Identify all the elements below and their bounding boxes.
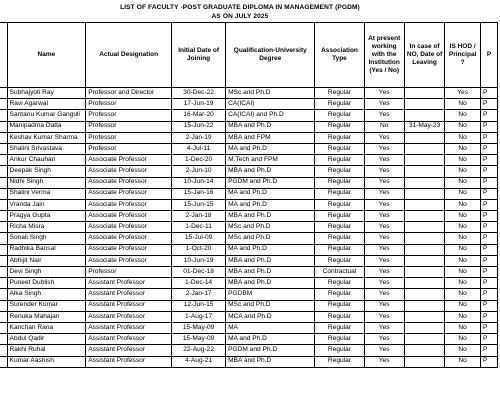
cell-leaving: 31-May-23: [404, 121, 444, 132]
table-row: [0, 322, 498, 333]
cell-doj: 15-May-09: [172, 334, 226, 345]
cell-doj: 2-Jan-19: [172, 132, 226, 143]
cell-working: Yes: [364, 143, 404, 154]
cell-qualification: MA and Ph.D: [226, 143, 315, 154]
cell-name: Subhajyoti Ray: [7, 88, 86, 99]
cell-name: Sonali Singh: [7, 233, 86, 244]
cell-leaving: [404, 233, 444, 244]
cell-designation: Assistant Professor: [86, 289, 172, 300]
cell-sno: [0, 199, 7, 210]
cell-designation: Associate Professor: [86, 211, 172, 222]
cell-doj: 10-Jun-14: [172, 177, 226, 188]
cell-leaving: [404, 88, 444, 99]
cell-leaving: [404, 278, 444, 289]
cell-working: No: [364, 121, 404, 132]
cell-leaving: [404, 356, 444, 367]
cell-leaving: [404, 166, 444, 177]
cell-association: Regular: [315, 132, 364, 143]
cell-doj: 2-Jun-10: [172, 166, 226, 177]
cell-qualification: PGDM and Ph.D: [226, 345, 315, 356]
cell-association: Regular: [315, 255, 364, 266]
cell-leaving: [404, 255, 444, 266]
cell-qualification: MBA and FPM: [226, 132, 315, 143]
cell-designation: Assistant Professor: [86, 311, 172, 322]
cell-doj: 10-Jun-19: [172, 255, 226, 266]
table-row: [0, 121, 498, 132]
cell-association: Regular: [315, 244, 364, 255]
cell-name: Shalini Srivastava: [7, 143, 86, 154]
cell-last: P: [480, 300, 497, 311]
cell-leaving: [404, 155, 444, 166]
cell-sno: [0, 278, 7, 289]
cell-sno: [0, 322, 7, 333]
cell-name: Kanchan Rana: [7, 322, 86, 333]
cell-sno: [0, 233, 7, 244]
cell-working: Yes: [364, 311, 404, 322]
cell-working: Yes: [364, 334, 404, 345]
cell-hod: No: [445, 334, 481, 345]
cell-last: P: [480, 311, 497, 322]
cell-association: Regular: [315, 311, 364, 322]
cell-sno: [0, 121, 7, 132]
cell-hod: No: [445, 222, 481, 233]
cell-hod: No: [445, 99, 481, 110]
cell-doj: 15-Jul-09: [172, 233, 226, 244]
cell-association: Regular: [315, 222, 364, 233]
cell-last: P: [480, 132, 497, 143]
cell-last: P: [480, 267, 497, 278]
col-header-sno: [0, 23, 7, 88]
table-row: [0, 311, 498, 322]
cell-designation: Associate Professor: [86, 244, 172, 255]
cell-hod: No: [445, 233, 481, 244]
cell-qualification: MBA and Ph.D: [226, 166, 315, 177]
cell-qualification: MCA and Ph.D: [226, 311, 315, 322]
table-row: [0, 278, 498, 289]
cell-leaving: [404, 110, 444, 121]
cell-working: Yes: [364, 278, 404, 289]
cell-working: Yes: [364, 199, 404, 210]
cell-hod: No: [445, 289, 481, 300]
table-row: [0, 88, 498, 99]
cell-doj: 12-Jun-15: [172, 300, 226, 311]
cell-designation: Associate Professor: [86, 199, 172, 210]
cell-association: Regular: [315, 300, 364, 311]
cell-qualification: MSc and Ph.D: [226, 222, 315, 233]
cell-last: P: [480, 244, 497, 255]
cell-sno: [0, 222, 7, 233]
cell-sno: [0, 334, 7, 345]
cell-name: Vranda Jain: [7, 199, 86, 210]
cell-last: P: [480, 289, 497, 300]
cell-working: Yes: [364, 188, 404, 199]
cell-leaving: [404, 244, 444, 255]
cell-designation: Associate Professor: [86, 188, 172, 199]
cell-leaving: [404, 345, 444, 356]
cell-last: P: [480, 233, 497, 244]
cell-qualification: MA and Ph.D: [226, 244, 315, 255]
table-row: [0, 132, 498, 143]
cell-doj: 4-Jul-11: [172, 143, 226, 154]
cell-working: Yes: [364, 267, 404, 278]
cell-name: Alka Singh: [7, 289, 86, 300]
cell-hod: No: [445, 345, 481, 356]
cell-hod: No: [445, 155, 481, 166]
cell-sno: [0, 300, 7, 311]
cell-sno: [0, 110, 7, 121]
cell-last: P: [480, 356, 497, 367]
cell-qualification: MA and Ph.D: [226, 188, 315, 199]
table-row: [0, 222, 498, 233]
cell-last: P: [480, 255, 497, 266]
cell-leaving: [404, 132, 444, 143]
cell-sno: [0, 177, 7, 188]
table-row: [0, 177, 498, 188]
col-header-doj: Initial Date of Joining: [172, 23, 226, 88]
table-body: [0, 88, 498, 368]
cell-leaving: [404, 311, 444, 322]
col-header-working: At present working with the Institution (Yes / No): [364, 23, 404, 88]
cell-sno: [0, 132, 7, 143]
cell-hod: No: [445, 356, 481, 367]
cell-sno: [0, 166, 7, 177]
cell-name: Radhika Bansal: [7, 244, 86, 255]
cell-last: P: [480, 99, 497, 110]
cell-hod: No: [445, 267, 481, 278]
cell-sno: [0, 88, 7, 99]
table-row: [0, 244, 498, 255]
col-header-association: Association Type: [315, 23, 364, 88]
cell-doj: 1-Aug-17: [172, 311, 226, 322]
cell-doj: 15-Jun-22: [172, 121, 226, 132]
cell-name: Abdul Qadir: [7, 334, 86, 345]
table-row: [0, 188, 498, 199]
cell-working: Yes: [364, 110, 404, 121]
document-subtitle: AS ON JULY 2025: [211, 13, 269, 20]
cell-last: P: [480, 121, 497, 132]
col-header-hod: IS HOD / Principal ?: [445, 23, 481, 88]
cell-working: Yes: [364, 155, 404, 166]
cell-hod: No: [445, 255, 481, 266]
cell-designation: Professor: [86, 132, 172, 143]
cell-sno: [0, 143, 7, 154]
cell-designation: Assistant Professor: [86, 345, 172, 356]
cell-association: Regular: [315, 289, 364, 300]
cell-sno: [0, 255, 7, 266]
cell-name: Rakhi Ruhal: [7, 345, 86, 356]
cell-working: Yes: [364, 289, 404, 300]
cell-association: Regular: [315, 345, 364, 356]
cell-name: Shalini Verma: [7, 188, 86, 199]
cell-association: Regular: [315, 334, 364, 345]
cell-last: P: [480, 334, 497, 345]
cell-hod: No: [445, 278, 481, 289]
cell-name: Santanu Kumar Ganguli: [7, 110, 86, 121]
col-header-last: P: [480, 23, 497, 88]
cell-qualification: PGDBM: [226, 289, 315, 300]
table-row: [0, 300, 498, 311]
cell-name: Devi Singh: [7, 267, 86, 278]
cell-working: Yes: [364, 211, 404, 222]
cell-hod: No: [445, 177, 481, 188]
table-row: [0, 255, 498, 266]
cell-working: Yes: [364, 222, 404, 233]
cell-qualification: CA(ICAI) and Ph.D: [226, 110, 315, 121]
cell-working: Yes: [364, 233, 404, 244]
cell-working: Yes: [364, 356, 404, 367]
cell-doj: 1-Dec-14: [172, 278, 226, 289]
cell-hod: No: [445, 244, 481, 255]
cell-last: P: [480, 211, 497, 222]
cell-doj: 1-Oct-20: [172, 244, 226, 255]
cell-designation: Assistant Professor: [86, 334, 172, 345]
cell-association: Regular: [315, 121, 364, 132]
cell-sno: [0, 311, 7, 322]
col-header-leaving: In case of NO, Date of Leaving: [404, 23, 444, 88]
table-row: [0, 289, 498, 300]
cell-name: Ravi Agarwal: [7, 99, 86, 110]
cell-designation: Professor: [86, 110, 172, 121]
cell-leaving: [404, 199, 444, 210]
cell-designation: Associate Professor: [86, 177, 172, 188]
cell-qualification: MSc and Ph.D: [226, 233, 315, 244]
cell-sno: [0, 188, 7, 199]
cell-hod: No: [445, 311, 481, 322]
table-row: [0, 166, 498, 177]
cell-sno: [0, 289, 7, 300]
cell-last: P: [480, 110, 497, 121]
cell-name: Surender Kumar: [7, 300, 86, 311]
cell-doj: 1-Dec-11: [172, 222, 226, 233]
cell-hod: No: [445, 188, 481, 199]
cell-leaving: [404, 143, 444, 154]
table-row: [0, 345, 498, 356]
table-row: [0, 211, 498, 222]
col-header-qualification: Qualification-University Degree: [226, 23, 315, 88]
cell-association: Regular: [315, 322, 364, 333]
cell-hod: No: [445, 322, 481, 333]
cell-last: P: [480, 222, 497, 233]
cell-last: P: [480, 155, 497, 166]
cell-doj: 30-Dec-22: [172, 88, 226, 99]
cell-name: Deepak Singh: [7, 166, 86, 177]
cell-hod: No: [445, 300, 481, 311]
table-header-row: [0, 23, 498, 88]
cell-association: Regular: [315, 278, 364, 289]
cell-association: Regular: [315, 166, 364, 177]
cell-association: Regular: [315, 177, 364, 188]
cell-name: Kumar Aashish: [7, 356, 86, 367]
cell-association: Regular: [315, 199, 364, 210]
cell-qualification: CA(ICAI): [226, 99, 315, 110]
cell-doj: 16-Mar-20: [172, 110, 226, 121]
cell-doj: 4-Aug-21: [172, 356, 226, 367]
cell-working: Yes: [364, 166, 404, 177]
cell-designation: Professor: [86, 267, 172, 278]
cell-doj: 1-Dec-20: [172, 155, 226, 166]
cell-leaving: [404, 334, 444, 345]
cell-association: Regular: [315, 188, 364, 199]
cell-last: P: [480, 166, 497, 177]
cell-association: Regular: [315, 110, 364, 121]
cell-designation: Associate Professor: [86, 166, 172, 177]
cell-leaving: [404, 177, 444, 188]
document-title: LIST OF FACULTY -POST GRADUATE DIPLOMA IN MANAGEMENT (PGDM): [120, 4, 360, 11]
col-header-name: Name: [7, 23, 86, 88]
cell-qualification: MA and Ph.D: [226, 334, 315, 345]
cell-hod: No: [445, 166, 481, 177]
cell-leaving: [404, 289, 444, 300]
cell-designation: Professor: [86, 121, 172, 132]
cell-name: Renuka Mahajan: [7, 311, 86, 322]
cell-hod: No: [445, 110, 481, 121]
cell-last: P: [480, 188, 497, 199]
faculty-table: [0, 22, 498, 368]
cell-qualification: MSc and Ph.D: [226, 300, 315, 311]
cell-association: Regular: [315, 99, 364, 110]
cell-doj: 22-Aug-22: [172, 345, 226, 356]
cell-qualification: MBA and Ph.D: [226, 211, 315, 222]
cell-name: Keshav Kumar Sharma: [7, 132, 86, 143]
cell-last: P: [480, 322, 497, 333]
cell-qualification: PGDM and Ph.D: [226, 177, 315, 188]
cell-working: Yes: [364, 132, 404, 143]
cell-last: P: [480, 177, 497, 188]
cell-qualification: MBA and Ph.D: [226, 255, 315, 266]
table-row: [0, 155, 498, 166]
cell-name: Manipadma Datta: [7, 121, 86, 132]
cell-name: Pragya Gupta: [7, 211, 86, 222]
cell-name: Ankur Chauhan: [7, 155, 86, 166]
cell-working: Yes: [364, 177, 404, 188]
cell-sno: [0, 211, 7, 222]
cell-doj: 15-Jan-16: [172, 188, 226, 199]
cell-designation: Associate Professor: [86, 222, 172, 233]
cell-leaving: [404, 211, 444, 222]
cell-association: Regular: [315, 356, 364, 367]
table-row: [0, 110, 498, 121]
cell-name: Puneet Dublish: [7, 278, 86, 289]
cell-working: Yes: [364, 322, 404, 333]
cell-designation: Professor and Director: [86, 88, 172, 99]
cell-designation: Assistant Professor: [86, 300, 172, 311]
cell-association: Regular: [315, 155, 364, 166]
cell-doj: 15-May-09: [172, 322, 226, 333]
cell-leaving: [404, 300, 444, 311]
cell-sno: [0, 267, 7, 278]
cell-last: P: [480, 278, 497, 289]
cell-last: P: [480, 143, 497, 154]
cell-hod: No: [445, 132, 481, 143]
cell-doj: 2-Jan-17: [172, 289, 226, 300]
cell-qualification: MBA and Ph.D: [226, 121, 315, 132]
cell-designation: Professor: [86, 143, 172, 154]
cell-hod: No: [445, 143, 481, 154]
cell-last: P: [480, 88, 497, 99]
cell-qualification: MBA and Ph.D: [226, 356, 315, 367]
cell-sno: [0, 244, 7, 255]
table-row: [0, 99, 498, 110]
cell-hod: No: [445, 199, 481, 210]
cell-association: Regular: [315, 143, 364, 154]
cell-designation: Associate Professor: [86, 155, 172, 166]
cell-association: Regular: [315, 211, 364, 222]
cell-qualification: MSc and Ph.D: [226, 88, 315, 99]
cell-name: Richa Misra: [7, 222, 86, 233]
cell-doj: 17-Jun-19: [172, 99, 226, 110]
table-row: [0, 356, 498, 367]
cell-qualification: MA and Ph.D: [226, 199, 315, 210]
cell-sno: [0, 356, 7, 367]
table-row: [0, 233, 498, 244]
cell-working: Yes: [364, 345, 404, 356]
cell-leaving: [404, 99, 444, 110]
cell-name: Abhijit Nair: [7, 255, 86, 266]
cell-sno: [0, 155, 7, 166]
cell-hod: No: [445, 211, 481, 222]
cell-leaving: [404, 267, 444, 278]
cell-designation: Assistant Professor: [86, 356, 172, 367]
table-row: [0, 334, 498, 345]
cell-working: Yes: [364, 255, 404, 266]
cell-name: Nidhi Singh: [7, 177, 86, 188]
cell-qualification: MA: [226, 322, 315, 333]
cell-designation: Associate Professor: [86, 255, 172, 266]
col-header-designation: Actual Designation: [86, 23, 172, 88]
cell-working: Yes: [364, 88, 404, 99]
cell-leaving: [404, 322, 444, 333]
cell-last: P: [480, 199, 497, 210]
cell-doj: 15-Jun-15: [172, 199, 226, 210]
cell-working: Yes: [364, 300, 404, 311]
cell-qualification: MBA and Ph.D: [226, 278, 315, 289]
cell-working: Yes: [364, 244, 404, 255]
cell-designation: Professor: [86, 99, 172, 110]
cell-sno: [0, 99, 7, 110]
table-row: [0, 267, 498, 278]
cell-leaving: [404, 188, 444, 199]
table-row: [0, 143, 498, 154]
cell-association: Regular: [315, 88, 364, 99]
cell-association: Contractual: [315, 267, 364, 278]
cell-last: P: [480, 345, 497, 356]
table-row: [0, 199, 498, 210]
cell-designation: Assistant Professor: [86, 278, 172, 289]
cell-sno: [0, 345, 7, 356]
cell-designation: Assistant Professor: [86, 322, 172, 333]
cell-doj: 2-Jan-18: [172, 211, 226, 222]
cell-hod: Yes: [445, 88, 481, 99]
cell-association: Regular: [315, 233, 364, 244]
cell-hod: No: [445, 121, 481, 132]
cell-working: Yes: [364, 99, 404, 110]
cell-qualification: MBA and Ph.D: [226, 267, 315, 278]
cell-designation: Associate Professor: [86, 233, 172, 244]
cell-doj: 01-Dec-18: [172, 267, 226, 278]
cell-qualification: M.Tech and FPM: [226, 155, 315, 166]
cell-leaving: [404, 222, 444, 233]
